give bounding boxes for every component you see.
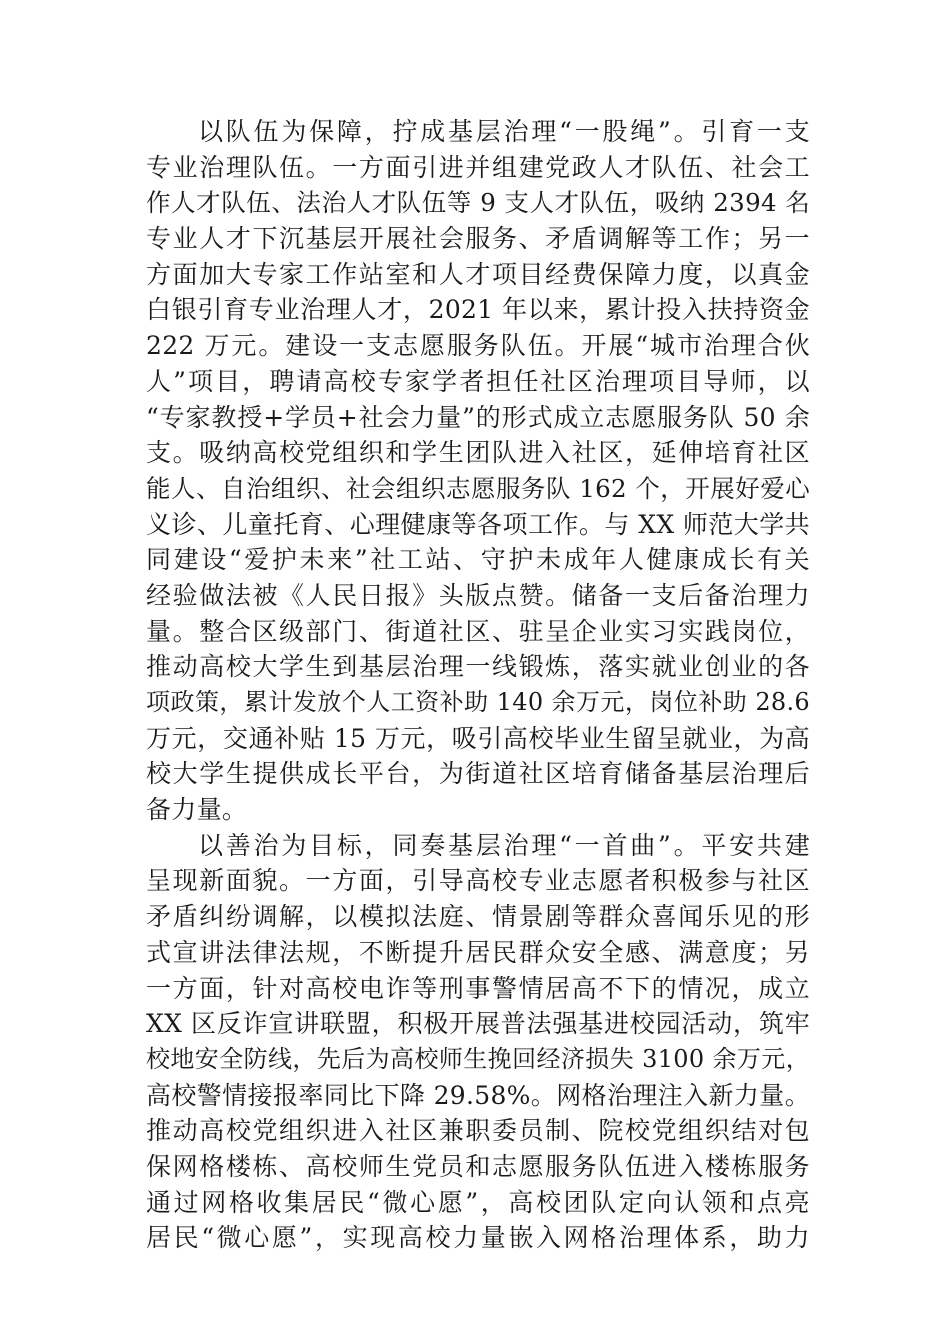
text-line: 方面加大专家工作站室和人才项目经费保障力度，以真金 bbox=[146, 259, 810, 289]
text-line: 经验做法被《人民日报》头版点赞。储备一支后备治理力 bbox=[146, 580, 810, 610]
text-line: 备力量。 bbox=[146, 795, 248, 825]
text-line: 白银引育专业治理人才，2021 年以来，累计投入扶持资金 bbox=[146, 295, 810, 325]
text-line: 以善治为目标，同奏基层治理“一首曲”。平安共建 bbox=[198, 830, 810, 860]
text-line: 呈现新面貌。一方面，引导高校专业志愿者积极参与社区 bbox=[146, 866, 810, 896]
text-line: 人”项目，聘请高校专家学者担任社区治理项目导师，以 bbox=[146, 366, 810, 396]
text-line: 一方面，针对高校电诈等刑事警情居高不下的情况，成立 bbox=[146, 973, 810, 1003]
text-line: 校大学生提供成长平台，为街道社区培育储备基层治理后 bbox=[146, 759, 810, 789]
text-line: 居民“微心愿”，实现高校力量嵌入网格治理体系，助力 bbox=[146, 1223, 810, 1253]
paragraph-team-building bbox=[146, 114, 810, 828]
text-line: 专业治理队伍。一方面引进并组建党政人才队伍、社会工 bbox=[146, 152, 810, 182]
text-line: 推动高校党组织进入社区兼职委员制、院校党组织结对包 bbox=[146, 1116, 810, 1146]
text-line: 量。整合区级部门、街道社区、驻呈企业实习实践岗位， bbox=[146, 616, 810, 646]
text-line: 式宣讲法律法规，不断提升居民群众安全感、满意度；另 bbox=[146, 937, 810, 967]
text-line: XX 区反诈宣讲联盟，积极开展普法强基进校园活动，筑牢 bbox=[146, 1009, 810, 1039]
text-line: 专业人才下沉基层开展社会服务、矛盾调解等工作；另一 bbox=[146, 224, 810, 254]
text-line: 保网格楼栋、高校师生党员和志愿服务队伍进入楼栋服务 bbox=[146, 1151, 810, 1181]
text-line: “专家教授+学员+社会力量”的形式成立志愿服务队 50 余 bbox=[146, 402, 810, 432]
text-line: 以队伍为保障，拧成基层治理“一股绳”。引育一支 bbox=[198, 117, 810, 146]
text-line: 万元，交通补贴 15 万元，吸引高校毕业生留呈就业，为高 bbox=[146, 723, 810, 753]
paragraph-good-governance bbox=[146, 828, 810, 1256]
text-line: 通过网格收集居民“微心愿”，高校团队定向认领和点亮 bbox=[146, 1187, 810, 1217]
text-line: 能人、自治组织、社会组织志愿服务队 162 个，开展好爱心 bbox=[146, 473, 810, 503]
text-line: 矛盾纠纷调解，以模拟法庭、情景剧等群众喜闻乐见的形 bbox=[146, 902, 810, 932]
text-line: 项政策，累计发放个人工资补助 140 余万元，岗位补助 28.6 bbox=[146, 688, 810, 716]
text-line: 高校警情接报率同比下降 29.58%。网格治理注入新力量。 bbox=[146, 1080, 810, 1110]
document-body bbox=[146, 114, 810, 1256]
text-line: 推动高校大学生到基层治理一线锻炼，落实就业创业的各 bbox=[146, 652, 810, 682]
text-line: 作人才队伍、法治人才队伍等 9 支人才队伍，吸纳 2394 名 bbox=[146, 188, 810, 218]
text-line: 同建设“爱护未来”社工站、守护未成年人健康成长有关 bbox=[146, 545, 810, 575]
text-line: 222 万元。建设一支志愿服务队伍。开展“城市治理合伙 bbox=[146, 331, 810, 361]
text-line: 校地安全防线，先后为高校师生挽回经济损失 3100 余万元， bbox=[146, 1044, 810, 1073]
text-line: 义诊、儿童托育、心理健康等各项工作。与 XX 师范大学共 bbox=[146, 509, 810, 539]
text-line: 支。吸纳高校党组织和学生团队进入社区，延伸培育社区 bbox=[146, 438, 810, 468]
